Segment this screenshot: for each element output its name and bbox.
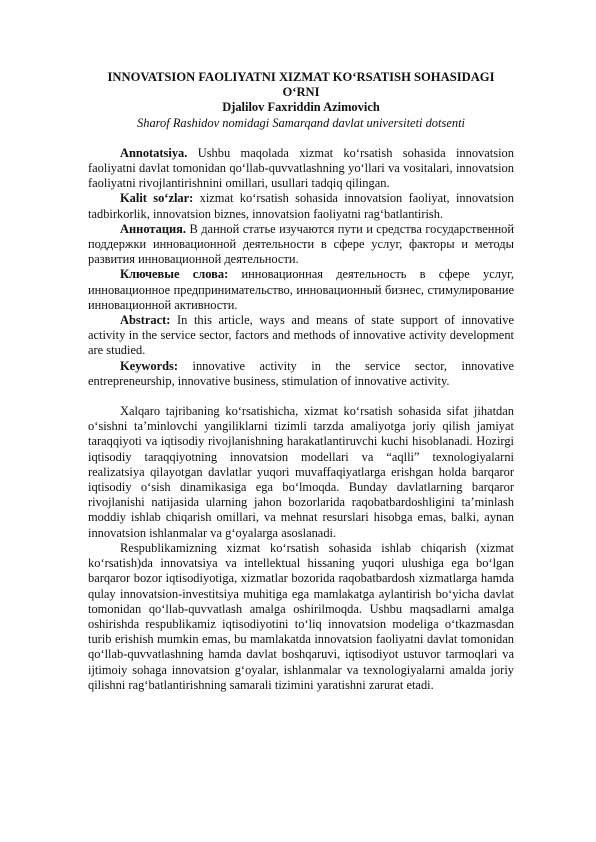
keywords-uz: [88, 191, 514, 221]
body-paragraph-2: Respublikamizning xizmat ko‘rsatish sohasida ishlab chiqarish (xizmat ko‘rsatish)da innovatsiya va intellektual hissaning yuqori ulushiga ega bo‘lgan barqaror bozor iqtisodiyotiga, xizmatlar bozorida raqobatbardosh xizmatlarga hamda qulay innovatsion-investitsiya muhitiga ega mamlakatga aylantirish bo‘yicha davlat tomonidan qo‘llab-quvvatlash amalga oshirilmoqda. Ushbu maqsadlarni amalga oshirishda respublikamiz iqtisodiyotini to‘liq innovatsion modeliga o‘tkazmasdan turib erishish mumkin emas, bu mamlakatda innovatsion faoliyatni davlat tomonidan qo‘llab-quvvatlashning hamda davlat boshqaruvi, iqtisodiyot ustuvor tarmoqlari va ijtimoiy sohaga innovatsion g‘oyalar, ishlanmalar va texnologiyalarni amalda joriy qilishni rag‘batlantirishning samarali tizimini yaratishni zarurat etadi.: [88, 540, 514, 692]
abstract-ru-label: Аннотация.: [120, 221, 187, 236]
body-paragraph-1: Xalqaro tajribaning ko‘rsatishicha, xizmat ko‘rsatish sohasida sifat jihatdan o‘sishni ta’minlovchi yangiliklarni tizimli tarzda amaliyotga joriy qilish jamiyat taraqqiyoti va iqtisodiy rivojlanishning harakatlantiruvchi kuchi hisoblanadi. Hozirgi iqtisodiy taraqqiyotning innovatsion modellari va “aqlli” texnologiyalarni realizatsiya qilayotgan davlatlar yuqori muvaffaqiyatlarga erishgan holda barqaror iqtisodiy o‘sish dinamikasiga ega bo‘lmoqda. Bunday davlatlarning barqaror rivojlanishi natijasida ularning jahon bozorlarida raqobatbardoshligini ta’minlash moddiy ishlab chiqarish omillari, va mehnat resurslari hisobga emas, balki, aynan innovatsion ishlanmalar va g‘oyalarga asoslanadi.: [88, 404, 514, 540]
abstract-en-label: Abstract:: [120, 313, 171, 328]
abstract-uz-text: Ushbu maqolada xizmat ko‘rsatish sohasida innovatsion faoliyatni davlat tomonidan qo‘llab-quvvatlashning yo‘llari va vositalari, innovatsion faoliyatni rivojlantirishnini omillari, usullari tadqiq qilingan.: [88, 145, 514, 191]
abstract-uz: [88, 146, 514, 192]
abstract-ru: [88, 222, 514, 268]
author-affiliation: Sharof Rashidov nomidagi Samarqand davlat universiteti dotsenti: [137, 115, 465, 130]
keywords-ru: [88, 267, 514, 313]
keywords-en-text: innovative activity in the service sector, innovative entrepreneurship, innovative business, stimulation of innovative activity.: [88, 358, 514, 388]
keywords-en: [88, 359, 514, 389]
paper-title: INNOVATSION FAOLIYATNI XIZMAT KO‘RSATISH SOHASIDAGI O‘RNI: [107, 70, 495, 100]
keywords-uz-text: xizmat ko‘rsatish sohasida innovatsion faoliyat, innovatsion tadbirkorlik, innovatsion biznes, innovatsion faoliyatni rag‘batlantirish.: [88, 191, 514, 221]
abstract-ru-text: В данной статье изучаются пути и средства государственной поддержки инновационной деятельности в сфере услуг, факторы и методы развития инновационной деятельности.: [88, 221, 514, 267]
author-name: Djalilov Faxriddin Azimovich: [222, 100, 380, 115]
abstract-en: [88, 313, 514, 359]
keywords-uz-label: Kalit so‘zlar:: [120, 191, 194, 206]
abstract-uz-label: Annotatsiya.: [120, 145, 188, 160]
spacer: [88, 131, 514, 146]
abstract-en-text: In this article, ways and means of state support of innovative activity in the service sector, factors and methods of innovative activity development are studied.: [88, 313, 514, 358]
spacer: [88, 389, 514, 404]
keywords-ru-text: инновационная деятельность в сфере услуг, инновационное предпринимательство, инновационный бизнес, стимулирование инновационной активности.: [88, 267, 514, 312]
keywords-ru-label: Ключевые слова:: [120, 267, 229, 282]
keywords-en-label: Keywords:: [120, 358, 179, 373]
